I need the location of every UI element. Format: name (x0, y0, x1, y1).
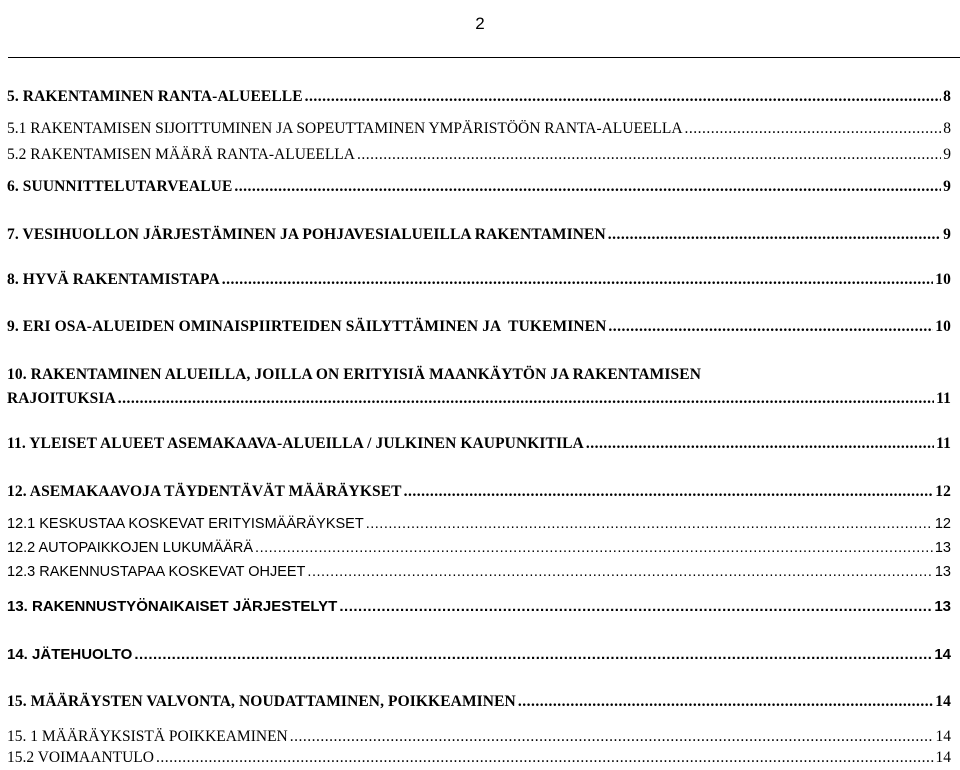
toc-entry-page: 14 (935, 749, 951, 766)
toc-entry-15-2[interactable] (7, 749, 951, 766)
toc-entry-title: 7. VESIHUOLLON JÄRJESTÄMINEN JA POHJAVESIALUEILLA RAKENTAMINEN (7, 226, 606, 243)
toc-entry-title: 9. ERI OSA-ALUEIDEN OMINAISPIIRTEIDEN SÄILYTTÄMINEN JA TUKEMINEN (7, 318, 607, 335)
header-divider (8, 57, 960, 58)
dot-leader (357, 146, 941, 163)
toc-entry-page: 13 (934, 564, 951, 580)
toc-entry-title-line1: 10. RAKENTAMINEN ALUEILLA, JOILLA ON ERITYISIÄ MAANKÄYTÖN JA RAKENTAMISEN (7, 366, 701, 383)
toc-entry-5-2[interactable] (7, 146, 951, 163)
dot-leader (118, 390, 934, 407)
toc-entry-13[interactable] (7, 598, 951, 615)
toc-entry-page: 14 (935, 693, 951, 710)
toc-entry-page: 13 (934, 598, 951, 615)
toc-entry-title: 8. HYVÄ RAKENTAMISTAPA (7, 271, 220, 288)
dot-leader (255, 540, 933, 557)
toc-entry-8[interactable] (7, 271, 951, 288)
toc-entry-page: 12 (935, 483, 951, 500)
toc-entry-page: 10 (935, 318, 951, 335)
toc-entry-page: 9 (943, 146, 951, 163)
toc-entry-12-3[interactable] (7, 564, 951, 581)
dot-leader (404, 483, 934, 500)
toc-entry-title: 6. SUUNNITTELUTARVEALUE (7, 178, 233, 195)
toc-entry-title: 12.2 AUTOPAIKKOJEN LUKUMÄÄRÄ (7, 540, 254, 556)
page-number: 2 (475, 14, 485, 33)
dot-leader (366, 516, 933, 533)
toc-entry-12-1[interactable] (7, 516, 951, 533)
toc-entry-title: 15.2 VOIMAANTULO (7, 749, 154, 766)
toc-entry-page: 9 (943, 178, 951, 195)
toc-entry-15-1[interactable] (7, 728, 951, 745)
dot-leader (685, 120, 942, 137)
toc-entry-title: 5.1 RAKENTAMISEN SIJOITTUMINEN JA SOPEUTTAMINEN YMPÄRISTÖÖN RANTA-ALUEELLA (7, 120, 683, 137)
dot-leader (156, 749, 934, 766)
toc-entry-title: 5.2 RAKENTAMISEN MÄÄRÄ RANTA-ALUEELLA (7, 146, 355, 163)
dot-leader (518, 693, 933, 710)
toc-entry-page: 8 (943, 88, 951, 105)
toc-entry-page: 11 (936, 390, 951, 407)
toc-entry-6[interactable] (7, 178, 951, 195)
toc-entry-page: 11 (936, 435, 951, 452)
toc-entry-title: 12. ASEMAKAAVOJA TÄYDENTÄVÄT MÄÄRÄYKSET (7, 483, 402, 500)
dot-leader (134, 646, 932, 663)
toc-entry-11[interactable] (7, 435, 951, 452)
toc-entry-title: 12.1 KESKUSTAA KOSKEVAT ERITYISMÄÄRÄYKSET (7, 516, 364, 532)
toc-entry-page: 10 (935, 271, 951, 288)
toc-entry-15[interactable] (7, 693, 951, 710)
toc-entry-title: 11. YLEISET ALUEET ASEMAKAAVA-ALUEILLA / JULKINEN KAUPUNKITILA (7, 435, 584, 452)
dot-leader (305, 88, 941, 105)
toc-entry-title: 5. RAKENTAMINEN RANTA-ALUEELLE (7, 88, 303, 105)
toc-entry-page: 12 (934, 516, 951, 532)
toc-entry-page: 14 (935, 728, 951, 745)
toc-entry-5[interactable] (7, 88, 951, 105)
toc-entry-page: 8 (943, 120, 951, 137)
toc-entry-9[interactable] (7, 318, 951, 335)
dot-leader (586, 435, 934, 452)
toc-entry-page: 13 (934, 540, 951, 556)
toc-entry-title-line2: RAJOITUKSIA (7, 390, 116, 407)
toc-entry-7[interactable] (7, 226, 951, 243)
dot-leader (608, 226, 941, 243)
toc-entry-title: 15. MÄÄRÄYSTEN VALVONTA, NOUDATTAMINEN, POIKKEAMINEN (7, 693, 516, 710)
toc-entry-title: 13. RAKENNUSTYÖNAIKAISET JÄRJESTELYT (7, 598, 338, 615)
toc-entry-title: 14. JÄTEHUOLTO (7, 646, 133, 663)
dot-leader (234, 178, 941, 195)
dot-leader (339, 598, 932, 615)
toc-entry-page: 14 (934, 646, 951, 663)
dot-leader (608, 318, 933, 335)
toc-entry-page: 9 (943, 226, 951, 243)
toc-entry-5-1[interactable] (7, 120, 951, 137)
toc-entry-title: 12.3 RAKENNUSTAPAA KOSKEVAT OHJEET (7, 564, 306, 580)
toc-entry-12[interactable] (7, 483, 951, 500)
dot-leader (222, 271, 934, 288)
toc-entry-12-2[interactable] (7, 540, 951, 557)
toc-entry-14[interactable] (7, 646, 951, 663)
dot-leader (290, 728, 934, 745)
dot-leader (307, 564, 932, 581)
toc-entry-10[interactable] (7, 366, 951, 407)
toc-entry-title: 15. 1 MÄÄRÄYKSISTÄ POIKKEAMINEN (7, 728, 288, 745)
